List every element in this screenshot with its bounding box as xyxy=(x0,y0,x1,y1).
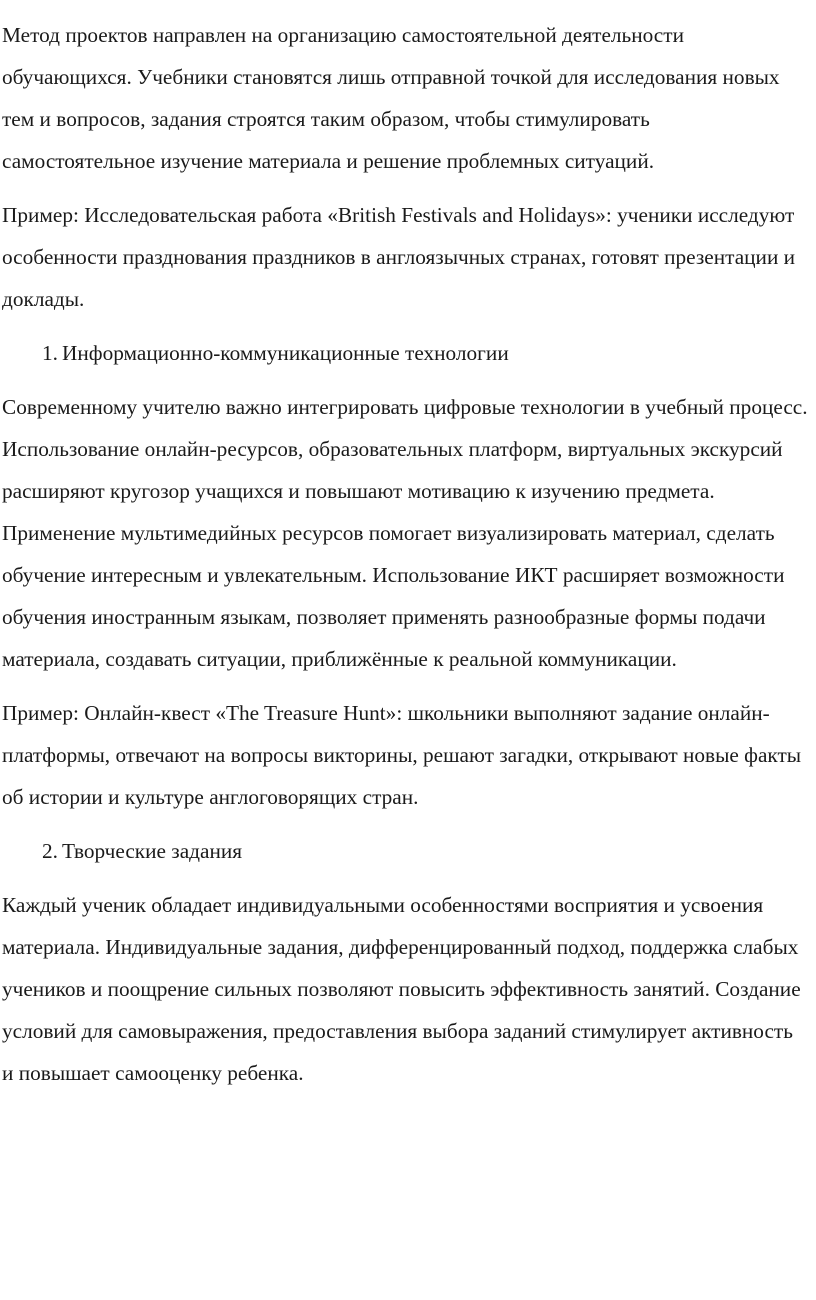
paragraph-example-quest: Пример: Онлайн-квест «The Treasure Hunt»: школьники выполняют задание онлайн-платформы, отвечают на вопросы викторины, решают загадки, открывают новые факты об истории и культуре англоговорящих стран. xyxy=(2,701,802,809)
paragraph-ict: Современному учителю важно интегрировать цифровые технологии в учебный процесс. Использование онлайн-ресурсов, образовательных платформ, виртуальных экскурсий расширяют кругозор учащихся и повышают мотивацию к изучению предмета. Применение мультимедийных ресурсов помогает визуализировать материал, сделать обучение интересным и увлекательным. Использование ИКТ расширяет возможности обучения иностранным языкам, позволяет применять разнообразные формы подачи материала, создавать ситуации, приближённые к реальной коммуникации. xyxy=(2,395,808,671)
paragraph-individual-approach: Каждый ученик обладает индивидуальными особенностями восприятия и усвоения материала. Индивидуальные задания, дифференцированный подход, поддержка слабых учеников и поощрение сильных позволяют повысить эффективность занятий. Создание условий для самовыражения, предоставления выбора заданий стимулирует активность и повышает самооценку ребенка. xyxy=(2,893,801,1085)
paragraph-example-research: Пример: Исследовательская работа «British Festivals and Holidays»: ученики исследуют особенности празднования праздников в англоязычных странах, готовят презентации и доклады. xyxy=(2,203,796,311)
list-number: 1. xyxy=(42,341,58,365)
list-item-ict xyxy=(2,332,808,374)
paragraph-project-method: Метод проектов направлен на организацию самостоятельной деятельности обучающихся. Учебники становятся лишь отправной точкой для исследования новых тем и вопросов, задания строятся таким образом, чтобы стимулировать самостоятельное изучение материала и решение проблемных ситуаций. xyxy=(2,23,780,173)
list-heading: Творческие задания xyxy=(62,839,243,863)
list-item-creative-tasks xyxy=(2,830,808,872)
list-number: 2. xyxy=(42,839,58,863)
list-heading: Информационно-коммуникационные технологии xyxy=(62,341,509,365)
